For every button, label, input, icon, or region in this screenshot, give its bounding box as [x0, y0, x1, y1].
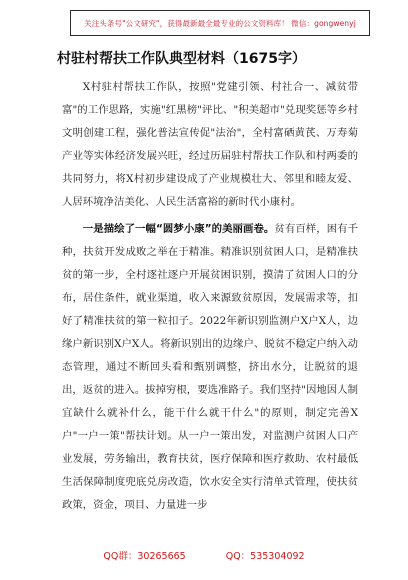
banner-text: 关注头条号"公文研究"，获得最新最全最专业的公文资料库！ 微信：gongwenyj: [84, 18, 356, 28]
section-1-text: 贫有百样，困有千种，扶贫开发成败之举在于精准。精准识别贫困人口，是精准扶贫的第一步，全村逐社逐户开展贫困识别，摸清了贫困人口的分布，居住条件，就业渠道，收入来源致贫原因，发展需求等，扣好了精准扶贫的第一粒扣子。2022年新识别监测户X户X人，边缘户新识别X户X人。将新识别出的边缘户、脱贫不稳定户纳入动态管理，通过不断回头看和甄别调整，挤出水分，让脱贫的退出，返贫的进入。拔掉穷根，要选准路子。我们坚持"因地因人制宜缺什么就补什么，能干什么就干什么"的原则，制定完善X户"一户一策"帮扶计划。从一户一策出发，对监测户贫困人口产业发展，劳务输出，教育扶贫，医疗保障和医疗救助、农村最低生活保障制度兜底兑房改造，饮水安全实行清单式管理，使扶贫政策，资金，项目、力量进一步: [62, 223, 359, 511]
footer-qq-group: QQ群：30265665: [103, 551, 186, 562]
section-1-paragraph: [62, 218, 358, 517]
intro-paragraph: X村驻村帮扶工作队，按照"党建引领、村社合一、减贫带富"的工作思路，实施"红黑榜"评比、"积美超市"兑现奖惩等乡村文明创建工程，强化普法宣传促"法治"，全村富硒黄芪、万寿菊产业等实体经济发展兴旺，经过历届驻村帮扶工作队和村两委的共同努力，将X村初步建设成了产业规模壮大、邻里和睦友爱、人居环境净洁美化、人民生活富裕的新时代小康村。: [62, 81, 358, 208]
document-body: [62, 76, 358, 517]
section-1-heading: 一是描绘了一幅“圆梦小康”的美丽画卷。: [82, 223, 275, 235]
footer: [0, 548, 408, 562]
document-title: 村驻村帮扶工作队典型材料（1675字）: [57, 51, 306, 67]
top-banner: [70, 10, 370, 36]
footer-qq: QQ：535304092: [225, 551, 305, 562]
